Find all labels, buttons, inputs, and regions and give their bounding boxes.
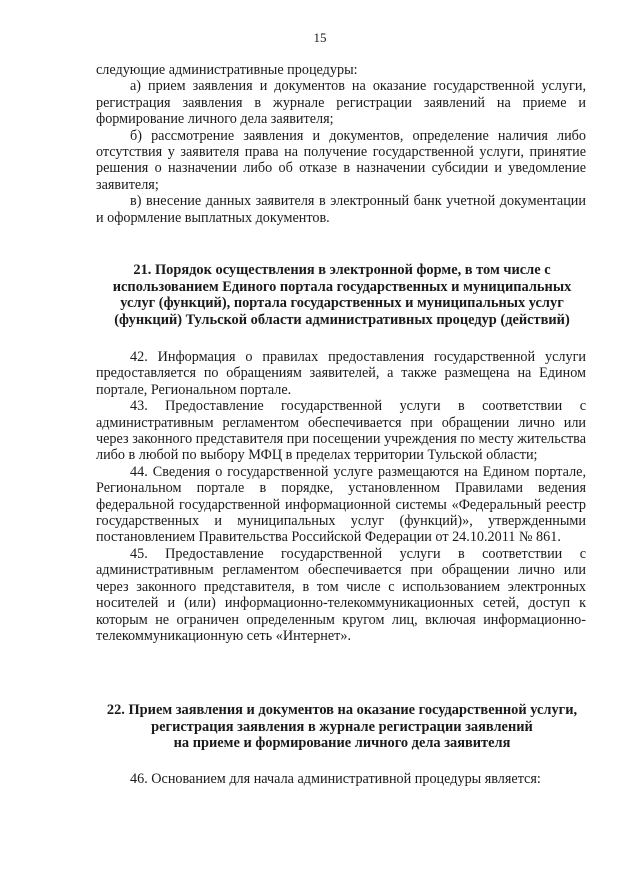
intro-lead: следующие административные процедуры: xyxy=(96,62,358,78)
intro-item-b: б) рассмотрение заявления и документов, определение наличия либо отсутствия у заявителя права на получение государственной услуги, принятие решения о назначении либо об отказе в назначении субсидии и уведомление заявителя; xyxy=(96,127,586,193)
paragraph-42: 42. Информация о правилах предоставления государственной услуги предоставляется по обращениям заявителей, а также размещена на Едином портале, Региональном портале. xyxy=(96,349,586,398)
intro-item-v: в) внесение данных заявителя в электронный банк учетной документации и оформление выплатных документов. xyxy=(96,193,586,226)
intro-item-a: а) прием заявления и документов на оказание государственной услуги, регистрация заявления в журнале регистрации заявлений на приеме и формирование личного дела заявителя; xyxy=(96,78,586,128)
paragraph-43: 43. Предоставление государственной услуги в соответствии с административным регламентом обеспечивается при обращении лично или через законного представителя при посещении учреждения по месту жительства либо в любой по выбору МФЦ в пределах территории Тульской области; xyxy=(96,398,586,464)
section-21-items xyxy=(96,349,586,644)
paragraph-44: 44. Сведения о государственной услуге размещаются на Едином портале, Региональном портале в порядке, установленном Правилами ведения федеральной государственной информационной системы «Федеральный реестр государственных и муниципальных услуг (функций)», утвержденными постановлением Правительства Российской Федерации от 24.10.2011 № 861. xyxy=(96,463,586,546)
section-22-heading-line-1: 22. Прием заявления и документов на оказание государственной услуги, xyxy=(106,702,578,718)
section-21-heading: 21. Порядок осуществления в электронной форме, в том числе с использованием Единого портала государственных и муниципальных услуг (функций), портала государственных и муниципальных услуг (функций) Тульской области административных процедур (действий) xyxy=(112,262,572,328)
paragraph-46-block xyxy=(96,771,586,787)
paragraph-45: 45. Предоставление государственной услуги в соответствии с административным регламентом обеспечивается при обращении лично или через законного представителя, в том числе с использованием электронных носителей и (или) информационно-телекоммуникационных сетей, доступ к которым не ограничен определенным кругом лиц, включая информационно-телекоммуникационную сеть «Интернет». xyxy=(96,545,586,644)
intro-block xyxy=(96,62,586,226)
section-22-heading-block xyxy=(100,702,584,752)
section-22-heading-line-3: на приеме и формирование личного дела заявителя xyxy=(173,735,511,752)
section-22-heading-line-2: регистрация заявления в журнале регистрации заявлений xyxy=(151,718,533,735)
page-number: 15 xyxy=(313,30,327,45)
paragraph-46: 46. Основанием для начала административной процедуры является: xyxy=(130,771,541,787)
section-21-heading-block xyxy=(100,262,584,328)
